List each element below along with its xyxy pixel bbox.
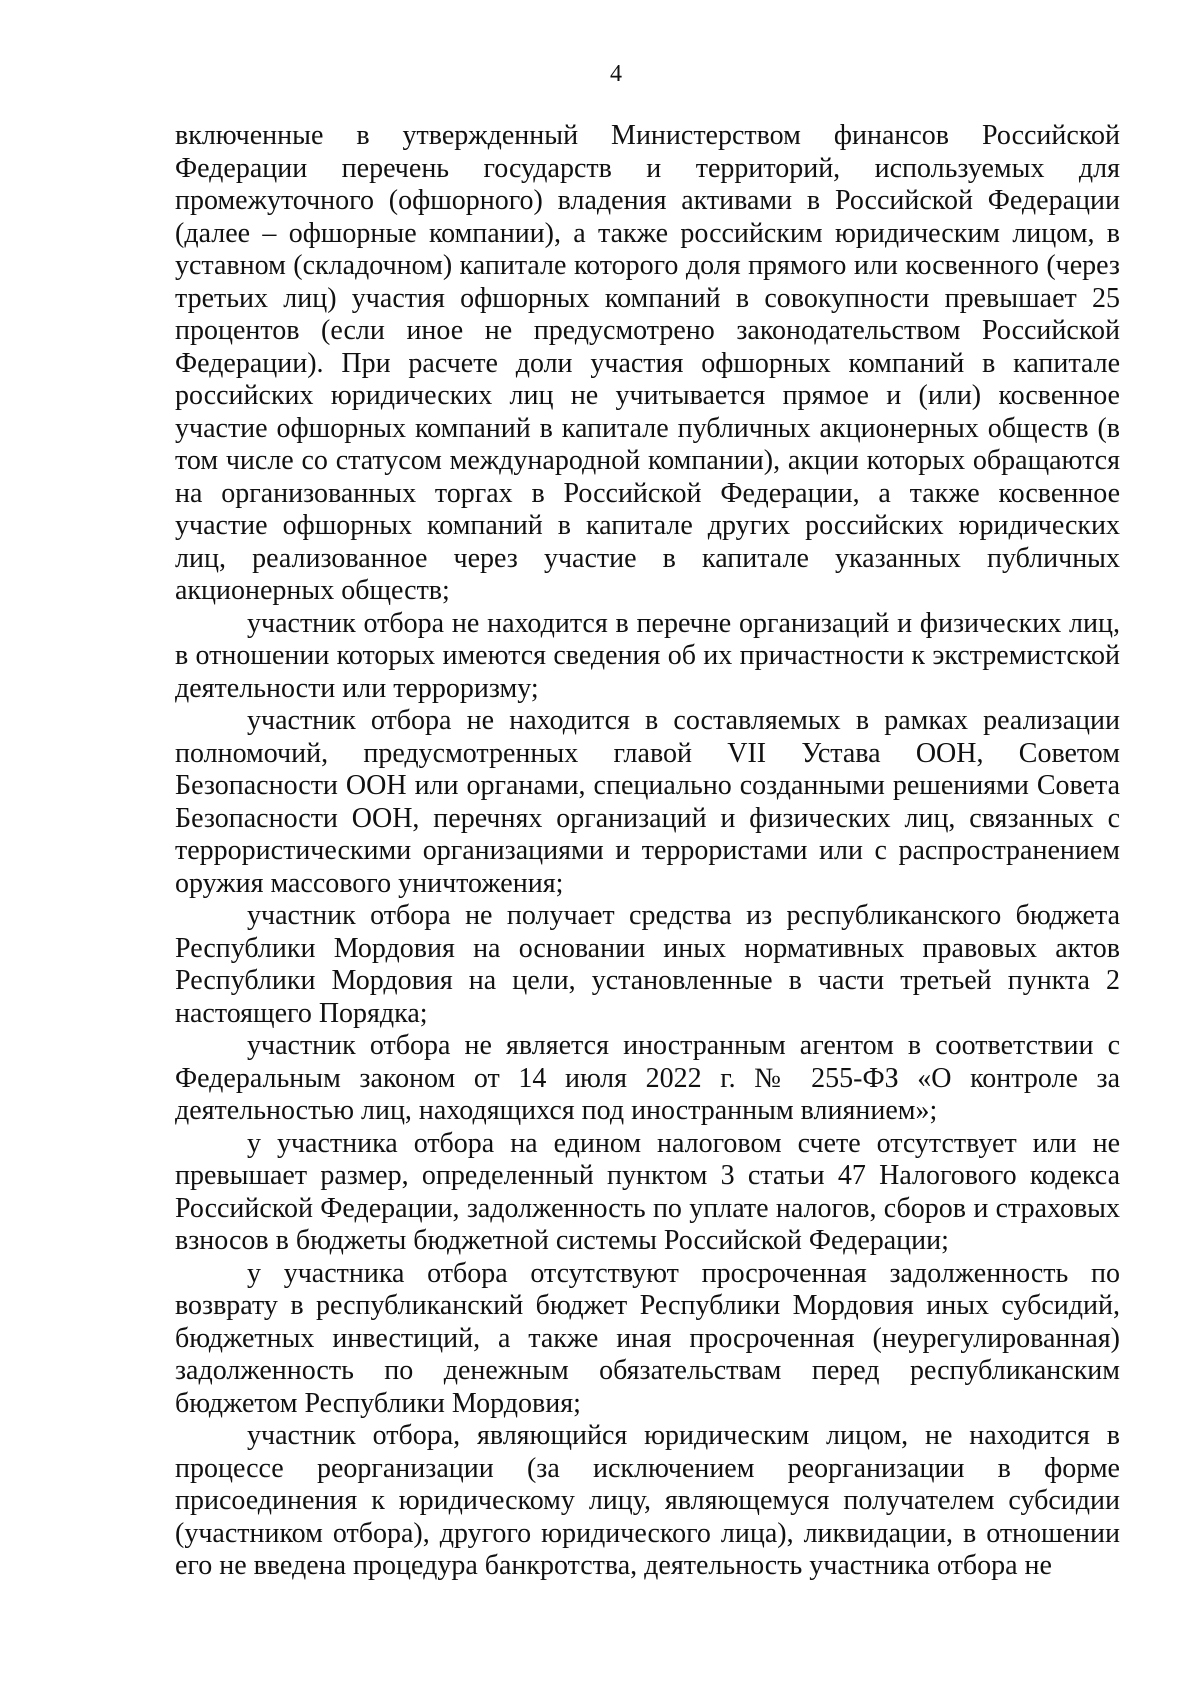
page-number: 4 xyxy=(610,61,622,87)
document-body xyxy=(175,120,1120,1583)
paragraph-1: включенные в утвержденный Министерством финансов Российской Федерации перечень государств и территорий, используемых для промежуточного (офшорного) владения активами в Российской Федерации (далее – офшорные компании), а также российским юридическим лицом, в уставном (складочном) капитале которого доля прямого или косвенного (через третьих лиц) участия офшорных компаний в совокупности превышает 25 процентов (если иное не предусмотрено законодательством Российской Федерации). При расчете доли участия офшорных компаний в капитале российских юридических лиц не учитывается прямое и (или) косвенное участие офшорных компаний в капитале публичных акционерных обществ (в том числе со статусом международной компании), акции которых обращаются на организованных торгах в Российской Федерации, а также косвенное участие офшорных компаний в капитале других российских юридических лиц, реализованное через участие в капитале указанных публичных акционерных обществ; xyxy=(175,120,1120,606)
paragraph-2: участник отбора не находится в перечне организаций и физических лиц, в отношении которых имеются сведения об их причастности к экстремистской деятельности или терроризму; xyxy=(175,607,1120,704)
paragraph-3: участник отбора не находится в составляемых в рамках реализации полномочий, предусмотренных главой VII Устава ООН, Советом Безопасности ООН или органами, специально созданными решениями Совета Безопасности ООН, перечнях организаций и физических лиц, связанных с террористическими организациями и террористами или с распространением оружия массового уничтожения; xyxy=(175,705,1120,899)
paragraph-5: участник отбора не является иностранным агентом в соответствии с Федеральным законом от 14 июля 2022 г. № 255-ФЗ «О контроле за деятельностью лиц, находящихся под иностранным влиянием»; xyxy=(175,1030,1120,1126)
paragraph-6: у участника отбора на едином налоговом счете отсутствует или не превышает размер, определенный пунктом 3 статьи 47 Налогового кодекса Российской Федерации, задолженность по уплате налогов, сборов и страховых взносов в бюджеты бюджетной системы Российской Федерации; xyxy=(175,1127,1120,1256)
paragraph-8: участник отбора, являющийся юридическим лицом, не находится в процессе реорганизации (за исключением реорганизации в форме присоединения к юридическому лицу, являющемуся получателем субсидии (участником отбора), другого юридического лица), ликвидации, в отношении его не введена процедура банкротства, деятельность участника отбора не xyxy=(175,1420,1120,1581)
paragraph-4: участник отбора не получает средства из республиканского бюджета Республики Мордовия на основании иных нормативных правовых актов Республики Мордовия на цели, установленные в части третьей пункта 2 настоящего Порядка; xyxy=(175,900,1120,1029)
paragraph-7: у участника отбора отсутствуют просроченная задолженность по возврату в республиканский бюджет Республики Мордовия иных субсидий, бюджетных инвестиций, а также иная просроченная (неурегулированная) задолженность по денежным обязательствам перед республиканским бюджетом Республики Мордовия; xyxy=(175,1257,1120,1419)
